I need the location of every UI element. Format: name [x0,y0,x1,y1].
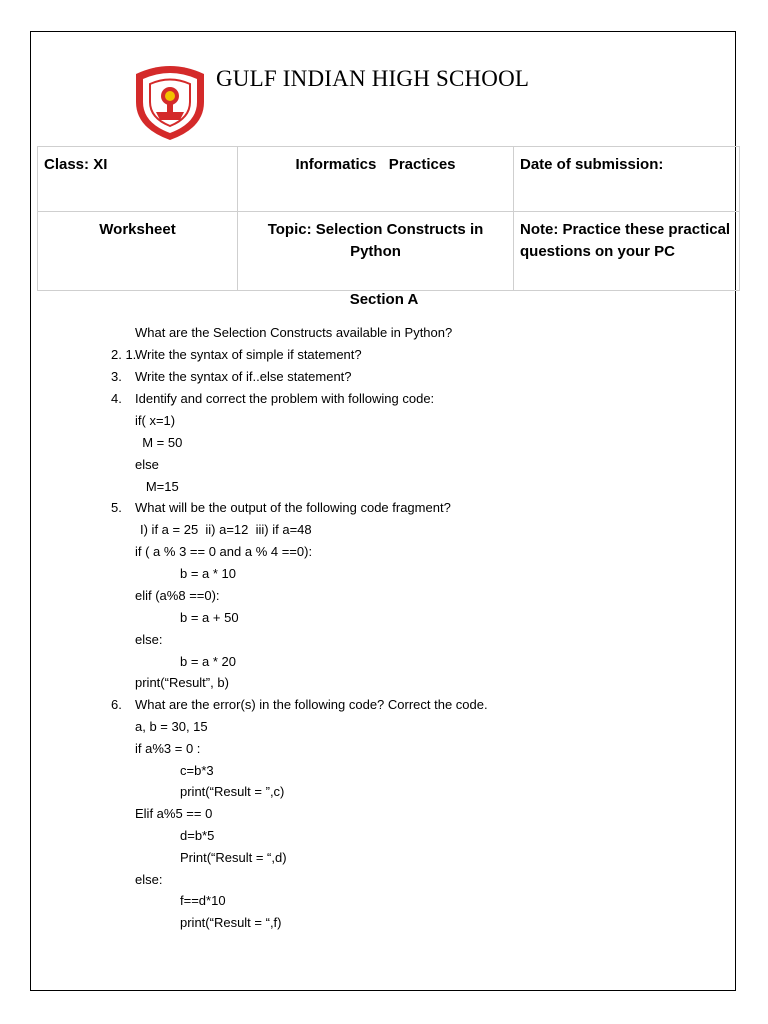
code-line: else: [135,632,163,647]
question-text: What will be the output of the following code fragment? [135,500,451,515]
question-number: 3. [111,369,122,384]
code-line: else: [135,872,163,887]
question-text: What are the error(s) in the following code? Correct the code. [135,697,488,712]
code-line: b = a * 10 [180,566,237,581]
code-line: a, b = 30, 15 [135,719,208,734]
section-title: Section A [349,291,419,308]
topic-cell: Topic: Selection Constructs in Python [238,212,514,291]
question-text: Write the syntax of simple if statement? [135,347,362,362]
school-name: GULF INDIAN HIGH SCHOOL [216,66,530,91]
code-line: if( x=1) [135,413,176,428]
code-line: f==d*10 [180,893,226,908]
code-line: I) if a = 25 ii) a=12 iii) if a=48 [140,522,312,537]
question-text: Identify and correct the problem with following code: [135,391,435,406]
code-line: M=15 [135,479,179,494]
worksheet-cell: Worksheet [38,212,238,291]
school-crest-icon [130,62,210,142]
question-text: What are the Selection Constructs available in Python? [135,325,453,340]
question-number: 6. [111,697,122,712]
header-table [37,146,740,291]
code-line: b = a + 50 [180,610,239,625]
code-line: else [135,457,159,472]
question-number: 5. [111,500,122,515]
class-cell: Class: XI [38,147,238,212]
note-cell: Note: Practice these practical questions on your PC [514,212,740,291]
code-line: print(“Result”, b) [135,675,229,690]
date-cell: Date of submission: [514,147,740,212]
question-number: 1. [125,347,137,362]
code-line: if ( a % 3 == 0 and a % 4 ==0): [135,544,313,559]
code-line: elif (a%8 ==0): [135,588,220,603]
question-number: 4. [111,391,122,406]
list-item [111,322,137,362]
code-line: Elif a%5 == 0 [135,806,213,821]
code-line: print(“Result = “,f) [180,915,282,930]
subject-cell: Informatics Practices [238,147,514,212]
code-line: b = a * 20 [180,654,237,669]
code-line: if a%3 = 0 : [135,741,201,756]
code-line: c=b*3 [180,763,214,778]
code-line: Print(“Result = “,d) [180,850,287,865]
question-text: Write the syntax of if..else statement? [135,369,352,384]
code-line: M = 50 [135,435,183,450]
question-number: 2. [111,347,122,362]
code-line: d=b*5 [180,828,215,843]
code-line: print(“Result = ”,c) [180,784,285,799]
